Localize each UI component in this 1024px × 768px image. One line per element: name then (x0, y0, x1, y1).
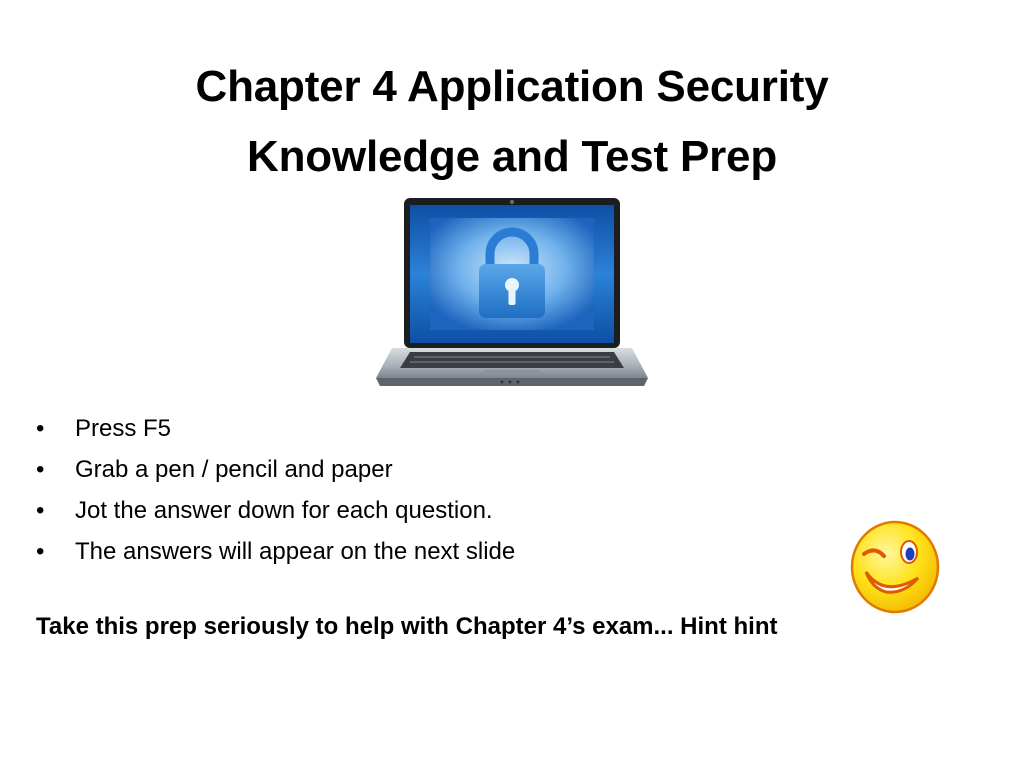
bullet-text: Jot the answer down for each question. (75, 497, 493, 524)
bullet-text: The answers will appear on the next slide (75, 538, 516, 565)
bullet-text: Grab a pen / pencil and paper (75, 456, 393, 483)
list-item (36, 449, 515, 490)
slide-title-line-2: Knowledge and Test Prep (247, 132, 777, 181)
slide-title-line-1: Chapter 4 Application Security (195, 62, 829, 111)
bullet-marker: • (36, 415, 45, 442)
list-item (36, 490, 515, 531)
slide-title (0, 52, 1024, 192)
bullet-text: Press F5 (75, 415, 172, 442)
closing-note: Take this prep seriously to help with Chapter 4’s exam... Hint hint (36, 613, 778, 640)
winking-smiley-icon (848, 520, 942, 614)
bullet-list (36, 408, 515, 572)
list-item (36, 408, 515, 449)
laptop-padlock-icon (374, 196, 650, 390)
list-item (36, 531, 515, 572)
bullet-marker: • (36, 538, 45, 565)
bullet-marker: • (36, 497, 45, 524)
bullet-marker: • (36, 456, 45, 483)
